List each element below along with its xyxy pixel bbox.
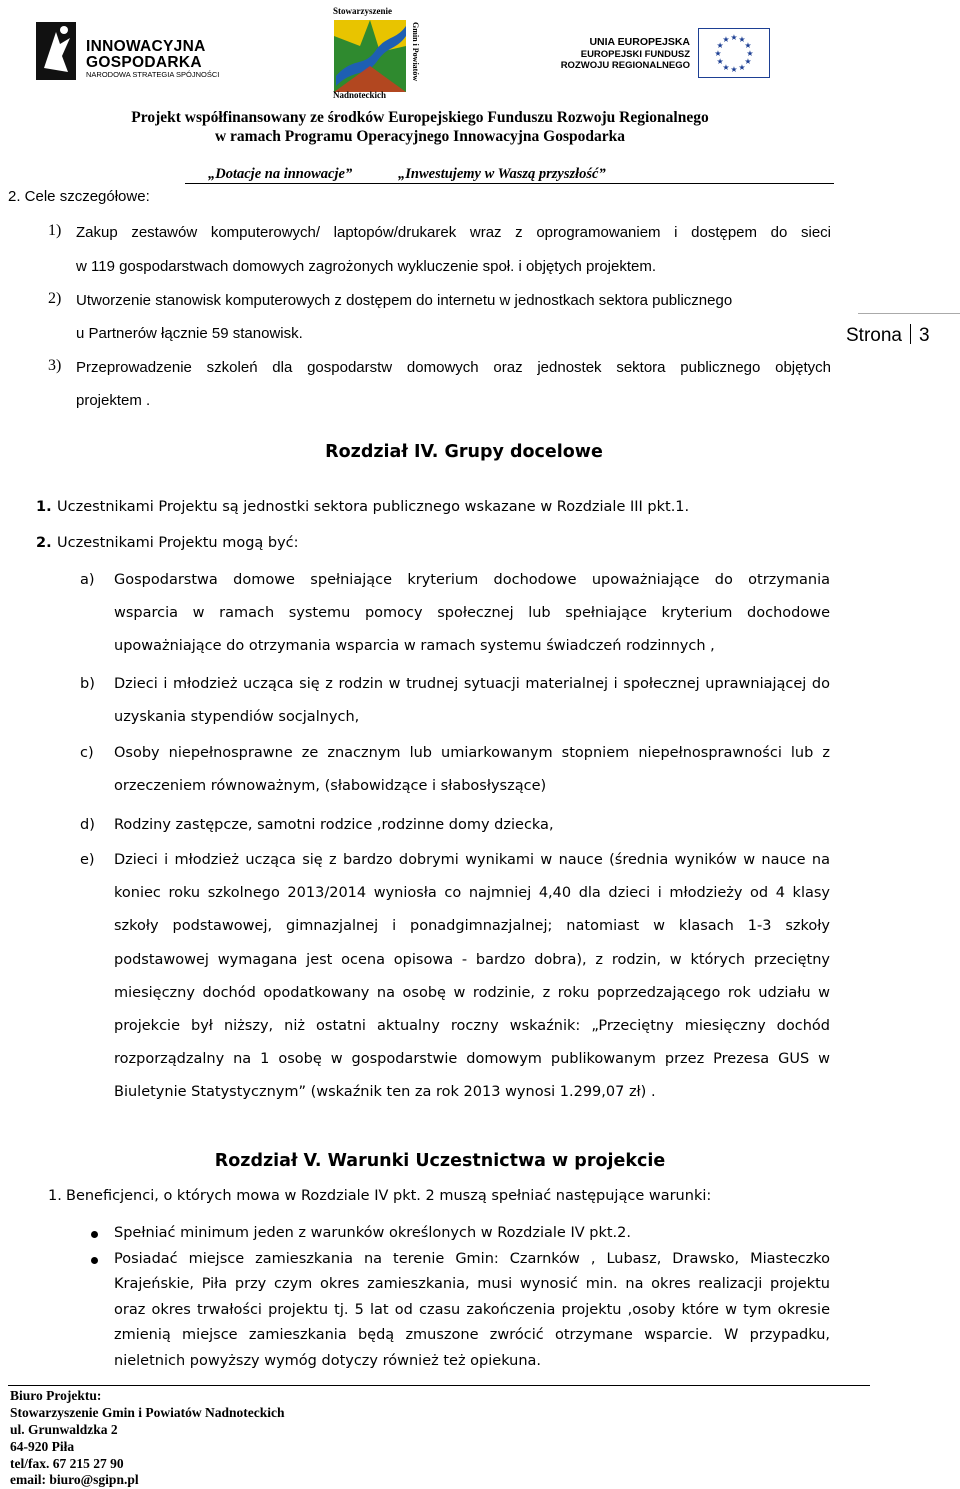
- eu-star-icon: ★: [714, 49, 722, 58]
- bullet-line: nieletnich powyższy wymóg dotyczy również też opiekuna.: [114, 1352, 542, 1369]
- list-item-line: Dzieci i młodzież ucząca się z bardzo dobrymi wynikami w nauce (średnia wyników w nauce na: [114, 852, 830, 868]
- project-cofinancing-line: Projekt współfinansowany ze środków Europejskiego Funduszu Rozwoju Regionalnego: [131, 109, 709, 126]
- chapter-4-title: Rozdział IV. Grupy docelowe: [325, 442, 603, 462]
- project-programme-line: w ramach Programu Operacyjnego Innowacyjna Gospodarka: [214, 128, 626, 145]
- goal-number: 1): [48, 222, 62, 239]
- logo-right-line1: UNIA EUROPEJSKA: [589, 36, 690, 48]
- list-item-letter: d): [80, 817, 95, 833]
- eu-star-icon: ★: [722, 62, 730, 72]
- goal-line: w 119 gospodarstwach domowych zagrożonych wykluczenie społ. i objętych projektem.: [76, 258, 657, 275]
- paragraph-text: Uczestnikami Projektu są jednostki sektora publicznego wskazane w Rozdziale III pkt.1.: [57, 499, 690, 515]
- list-item-line: wsparcia w ramach systemu pomocy społecznej lub spełniające kryterium dochodowe: [114, 605, 830, 622]
- list-item-line: podstawowej wymagana jest ocena opisowa - bardzo dobra), z rodzin, w których przeciętny: [114, 951, 830, 968]
- bullet-line: zmienią miejsce zamieszkania będą zmuszone zwrócić otrzymane wsparcie. W przypadku,: [114, 1327, 830, 1344]
- eu-flag-icon: [698, 28, 770, 78]
- list-item-line: miesięczny dochód opodatkowany na osobę w rodzinie, z roku poprzedzającego rok udziału w: [114, 984, 830, 1001]
- goal-number: 2): [48, 290, 62, 307]
- bullet-line: Posiadać miejsce zamieszkania na terenie Gmin: Czarnków , Lubasz, Drawsko, Miasteczko: [114, 1251, 830, 1267]
- eu-star-icon: ★: [746, 49, 754, 58]
- paragraph-text: Beneficjenci, o których mowa w Rozdziale IV pkt. 2 muszą spełniać następujące warunki:: [66, 1188, 712, 1204]
- eu-star-icon: ★: [744, 41, 752, 50]
- list-item-line: koniec roku szkolnego 2013/2014 wyniosła co najmniej 4,40 dla dzieci i młodzieży od 4 klasy: [114, 885, 830, 902]
- logo-left-line3: NARODOWA STRATEGIA SPÓJNOŚCI: [86, 70, 220, 79]
- logo-left-line1: INNOWACYJNA: [86, 38, 206, 55]
- footer-city: 64-920 Piła: [10, 1439, 75, 1454]
- bullet-icon: [91, 1231, 98, 1238]
- footer-street: ul. Grunwaldzka 2: [10, 1422, 118, 1437]
- list-item-line: upoważniające do otrzymania wsparcia w ramach systemu świadczeń rodzinnych ,: [114, 638, 715, 655]
- eu-star-icon: ★: [730, 33, 738, 42]
- list-item-letter: b): [80, 676, 95, 692]
- list-item-line: Dzieci i młodzież ucząca się z rodzin w trudnej sytuacji materialnej i społecznej uprawniającej do: [114, 676, 830, 692]
- bullet-line: Krajeńskie, Piła przy czym okres zamieszkania, musi wynosić min. na okres realizacji projektu: [114, 1276, 830, 1293]
- list-item-line: Biuletynie Statystycznym” (wskaźnik ten za rok 2013 wynosi 1.299,07 zł) .: [114, 1084, 656, 1101]
- innowacyjna-gospodarka-logo-mark: [36, 22, 76, 80]
- page-number-separator: [910, 324, 911, 344]
- eu-star-icon: ★: [716, 41, 724, 50]
- logo-left-line2: GOSPODARKA: [86, 54, 202, 71]
- footer-divider: [8, 1385, 870, 1386]
- list-item-line: Rodziny zastępcze, samotni rodzice ,rodzinne domy dziecka,: [114, 817, 554, 833]
- logo-center-top-text: Stowarzyszenie: [333, 6, 392, 16]
- list-item-line: rozporządzalny na 1 osobę w gospodarstwie domowym publikowanym przez Prezesa GUS w: [114, 1051, 830, 1068]
- page-number-label: Strona: [846, 325, 902, 346]
- page-number-value: 3: [918, 325, 930, 346]
- bullet-line: oraz okres trwałości projektu tj. 5 lat od czasu zakończenia projektu ,osoby które w tym okresie: [114, 1301, 830, 1318]
- list-item-line: Gospodarstwa domowe spełniające kryterium dochodowe upoważniające do otrzymania: [114, 572, 830, 588]
- bullet-line: Spełniać minimum jeden z warunków określonych w Rozdziale IV pkt.2.: [114, 1225, 631, 1241]
- paragraph-number: 1.: [48, 1188, 62, 1204]
- page-number-rule: [858, 313, 960, 314]
- header-divider: [185, 183, 834, 184]
- list-item-line: orzeczeniem równoważnym, (słabowidzące i słabosłyszące): [114, 778, 547, 795]
- list-item-letter: a): [80, 572, 95, 588]
- footer-organization: Stowarzyszenie Gmin i Powiatów Nadnoteckich: [10, 1405, 285, 1420]
- list-item-line: Osoby niepełnosprawne ze znacznym lub umiarkowanym stopniem niepełnosprawności lub z: [114, 745, 830, 761]
- chapter-5-title: Rozdział V. Warunki Uczestnictwa w projekcie: [214, 1151, 666, 1171]
- slogan-right: „Inwestujemy w Waszą przyszłość”: [398, 166, 606, 182]
- goal-line: Przeprowadzenie szkoleń dla gospodarstw domowych oraz jednostek sektora publicznego objętych: [76, 359, 831, 376]
- bullet-icon: [91, 1257, 98, 1264]
- eu-star-icon: ★: [744, 57, 752, 66]
- list-item-line: uzyskania stypendiów socjalnych,: [114, 709, 360, 726]
- goal-line: u Partnerów łącznie 59 stanowisk.: [76, 325, 303, 342]
- paragraph-text: Uczestnikami Projektu mogą być:: [57, 535, 299, 551]
- page-number: [846, 324, 930, 347]
- slogan-left: „Dotacje na innowacje”: [208, 166, 353, 182]
- eu-star-icon: ★: [730, 65, 738, 74]
- eu-star-icon: ★: [738, 62, 746, 72]
- goal-line: projektem .: [76, 392, 151, 409]
- paragraph-number: 1.: [36, 499, 52, 515]
- paragraph-number: 2.: [36, 535, 52, 551]
- goal-line: Utworzenie stanowisk komputerowych z dostępem do internetu w jednostkach sektora publicznego: [76, 292, 733, 309]
- list-item-letter: e): [80, 852, 95, 868]
- section-goals-title: 2. Cele szczegółowe:: [8, 188, 150, 205]
- footer-phone: tel/fax. 67 215 27 90: [10, 1456, 124, 1471]
- eu-star-icon: ★: [738, 35, 746, 45]
- logo-right-line2: EUROPEJSKI FUNDUSZ: [580, 49, 690, 60]
- eu-star-icon: ★: [716, 57, 724, 66]
- eu-star-icon: ★: [722, 35, 730, 45]
- list-item-line: projekcie był niższy, niż ostatni aktualny roczny wskaźnik: „Przeciętny miesięczny dochód: [114, 1018, 830, 1034]
- list-item-letter: c): [80, 745, 94, 761]
- goal-line: Zakup zestawów komputerowych/ laptopów/drukarek wraz z oprogramowaniem i dostępem do sieci: [76, 224, 831, 241]
- goal-number: 3): [48, 357, 62, 374]
- logo-center-side-text: Gmin i Powiatów: [411, 22, 420, 82]
- logo-center-bottom-text: Nadnoteckich: [333, 90, 387, 100]
- logo-right-line3: ROZWOJU REGIONALNEGO: [560, 60, 690, 71]
- list-item-line: szkoły podstawowej, gimnazjalnej i ponadgimnazjalnej; natomiast w klasach 1-3 szkoły: [114, 918, 830, 935]
- footer-email: email: biuro@sgipn.pl: [10, 1472, 139, 1487]
- footer-office-label: Biuro Projektu:: [10, 1388, 102, 1403]
